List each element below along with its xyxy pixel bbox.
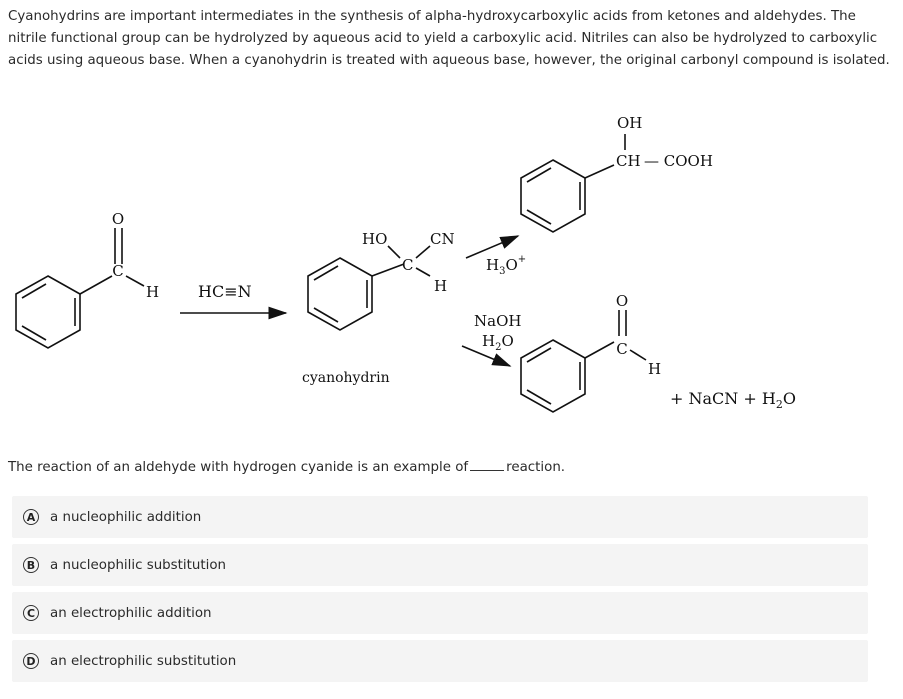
- cyanohydrin-hydroxyl: HO: [362, 230, 388, 248]
- base-reagent-water: $H_2O$: [482, 332, 514, 353]
- aldehyde-hydrogen: H: [146, 283, 160, 301]
- option-d-radio[interactable]: D: [23, 653, 39, 669]
- acid-product-ch: CH: [616, 152, 641, 170]
- option-c-label: an electrophilic addition: [50, 605, 212, 621]
- reaction-scheme: [0, 100, 903, 430]
- option-d[interactable]: [12, 640, 868, 682]
- cyanohydrin-carbon: C: [402, 256, 414, 274]
- base-product-carbon: C: [616, 340, 628, 358]
- hydrogen-cyanide-reagent: HC≡N: [198, 282, 252, 301]
- regenerated-aldehyde-ring: [521, 340, 614, 412]
- base-product-oxygen: O: [615, 292, 629, 310]
- cyanohydrin-hydrogen: H: [434, 277, 448, 295]
- option-a-radio[interactable]: A: [23, 509, 39, 525]
- option-b[interactable]: [12, 544, 868, 586]
- option-a[interactable]: [12, 496, 868, 538]
- acid-reagent: $H_3O^+$: [486, 254, 527, 277]
- question-intro: [8, 6, 888, 72]
- benzaldehyde-ring: [16, 276, 112, 348]
- option-c-radio[interactable]: C: [23, 605, 39, 621]
- question-text: [8, 460, 565, 475]
- base-byproducts: + NaCN + $H_2O$: [670, 389, 796, 411]
- option-d-label: an electrophilic substitution: [50, 653, 237, 669]
- acid-product-carboxyl: — COOH: [644, 152, 713, 170]
- reaction-arrow-acid: [466, 236, 518, 258]
- cyanohydrin-caption: cyanohydrin: [302, 370, 390, 386]
- option-a-label: a nucleophilic addition: [50, 509, 202, 525]
- intro-line-2: nitrile functional group can be hydrolyzed by aqueous acid to yield a carboxylic acid. Nitriles can also be hydrolyzed to carboxylic: [8, 31, 878, 46]
- question-suffix: reaction.: [506, 460, 566, 475]
- acid-product-hydroxyl: OH: [617, 114, 643, 132]
- question-prefix: The reaction of an aldehyde with hydrogen cyanide is an example of: [8, 460, 469, 475]
- cyanohydrin-ring: [308, 258, 404, 330]
- cyanohydrin-nitrile: CN: [430, 230, 455, 248]
- base-product-hydrogen: H: [648, 360, 662, 378]
- base-reagent-naoh: NaOH: [474, 312, 522, 330]
- answer-blank: [470, 470, 504, 471]
- option-b-radio[interactable]: B: [23, 557, 39, 573]
- option-b-label: a nucleophilic substitution: [50, 557, 227, 573]
- aldehyde-oxygen: O: [111, 210, 125, 228]
- option-c[interactable]: [12, 592, 868, 634]
- aldehyde-carbon: C: [112, 262, 124, 280]
- intro-line-3: acids using aqueous base. When a cyanohydrin is treated with aqueous base, however, the original carbonyl compound is isolated.: [8, 53, 890, 68]
- intro-line-1: Cyanohydrins are important intermediates in the synthesis of alpha-hydroxycarboxylic acids from ketones and aldehydes. The: [8, 9, 856, 24]
- hydroxy-acid-ring: [521, 160, 614, 232]
